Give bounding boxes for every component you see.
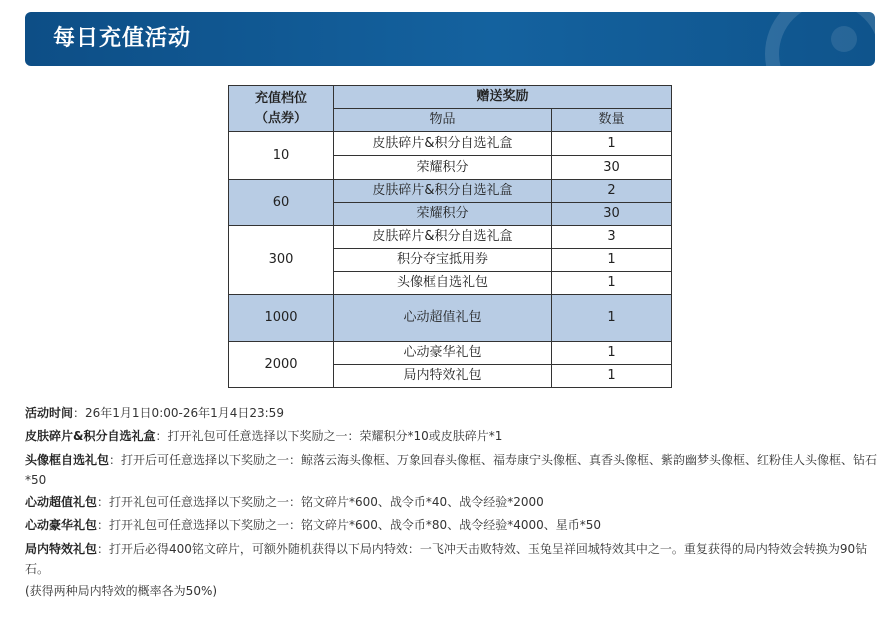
tier-cell: 60 <box>229 180 334 226</box>
page-title: 每日充值活动 <box>53 26 192 51</box>
note-effect-pack <box>25 537 881 580</box>
table-row <box>229 180 672 203</box>
note-skin-box <box>25 425 881 448</box>
qty-cell: 1 <box>552 272 672 295</box>
item-column-header: 物品 <box>334 109 552 132</box>
note-text: ：打开后可任意选择以下奖励之一：鲸落云海头像框、万象回春头像框、福寿康宁头像框、真香头像框、紫韵幽梦头像框、红粉佳人头像框、钻石*50 <box>25 453 878 487</box>
note-label: 活动时间 <box>25 406 74 420</box>
qty-cell: 30 <box>552 156 672 180</box>
activity-banner <box>25 12 875 66</box>
note-text: ：打开礼包可任意选择以下奖励之一：铭文碎片*600、战令币*40、战令经验*2000 <box>97 495 544 509</box>
qty-column-header: 数量 <box>552 109 672 132</box>
table-row <box>229 132 672 156</box>
reward-group-header: 赠送奖励 <box>334 86 672 109</box>
item-cell: 头像框自选礼包 <box>334 272 552 295</box>
qty-cell: 1 <box>552 342 672 365</box>
note-deluxe-pack <box>25 514 881 537</box>
note-frame-pack <box>25 448 881 491</box>
activity-notes <box>25 402 881 603</box>
reward-table <box>228 85 672 388</box>
qty-cell: 1 <box>552 365 672 388</box>
tier-header-line1: 充值档位 <box>254 90 307 106</box>
tier-cell: 1000 <box>229 295 334 342</box>
item-cell: 皮肤碎片&积分自选礼盒 <box>334 180 552 203</box>
table-row <box>229 295 672 342</box>
tier-header-line2: （点券） <box>254 110 307 126</box>
note-text: ：26年1月1日0:00-26年1月4日23:59 <box>73 406 284 420</box>
note-text: ：打开礼包可任意选择以下奖励之一：荣耀积分*10或皮肤碎片*1 <box>155 429 503 443</box>
qty-cell: 2 <box>552 180 672 203</box>
item-cell: 局内特效礼包 <box>334 365 552 388</box>
note-probability: (获得两种局内特效的概率各为50%) <box>25 584 218 598</box>
note-text: ：打开后必得400铭文碎片，可额外随机获得以下局内特效：一飞冲天击败特效、玉兔呈祥回城特效其中之一。重复获得的局内特效会转换为90钻石。 <box>25 542 868 576</box>
qty-cell: 30 <box>552 203 672 226</box>
note-label: 头像框自选礼包 <box>25 453 110 467</box>
note-label: 皮肤碎片&积分自选礼盒 <box>25 429 156 443</box>
note-activity-time <box>25 402 881 425</box>
banner-dot-decoration <box>831 26 857 52</box>
qty-cell: 1 <box>552 132 672 156</box>
note-label: 心动豪华礼包 <box>25 518 98 532</box>
item-cell: 积分夺宝抵用券 <box>334 249 552 272</box>
table-header-row <box>229 86 672 109</box>
qty-cell: 1 <box>552 249 672 272</box>
note-label: 心动超值礼包 <box>25 495 98 509</box>
item-cell: 皮肤碎片&积分自选礼盒 <box>334 226 552 249</box>
tier-cell: 2000 <box>229 342 334 388</box>
note-value-pack <box>25 491 881 514</box>
note-text: ：打开礼包可任意选择以下奖励之一：铭文碎片*600、战令币*80、战令经验*4000、星币*50 <box>97 518 602 532</box>
table-row <box>229 226 672 249</box>
qty-cell: 1 <box>552 295 672 342</box>
qty-cell: 3 <box>552 226 672 249</box>
tier-cell: 300 <box>229 226 334 295</box>
tier-header <box>229 86 334 132</box>
banner-circle-decoration <box>765 12 875 66</box>
item-cell: 皮肤碎片&积分自选礼盒 <box>334 132 552 156</box>
tier-cell: 10 <box>229 132 334 180</box>
item-cell: 荣耀积分 <box>334 156 552 180</box>
item-cell: 心动超值礼包 <box>334 295 552 342</box>
item-cell: 荣耀积分 <box>334 203 552 226</box>
note-label: 局内特效礼包 <box>25 542 98 556</box>
item-cell: 心动豪华礼包 <box>334 342 552 365</box>
table-row <box>229 342 672 365</box>
